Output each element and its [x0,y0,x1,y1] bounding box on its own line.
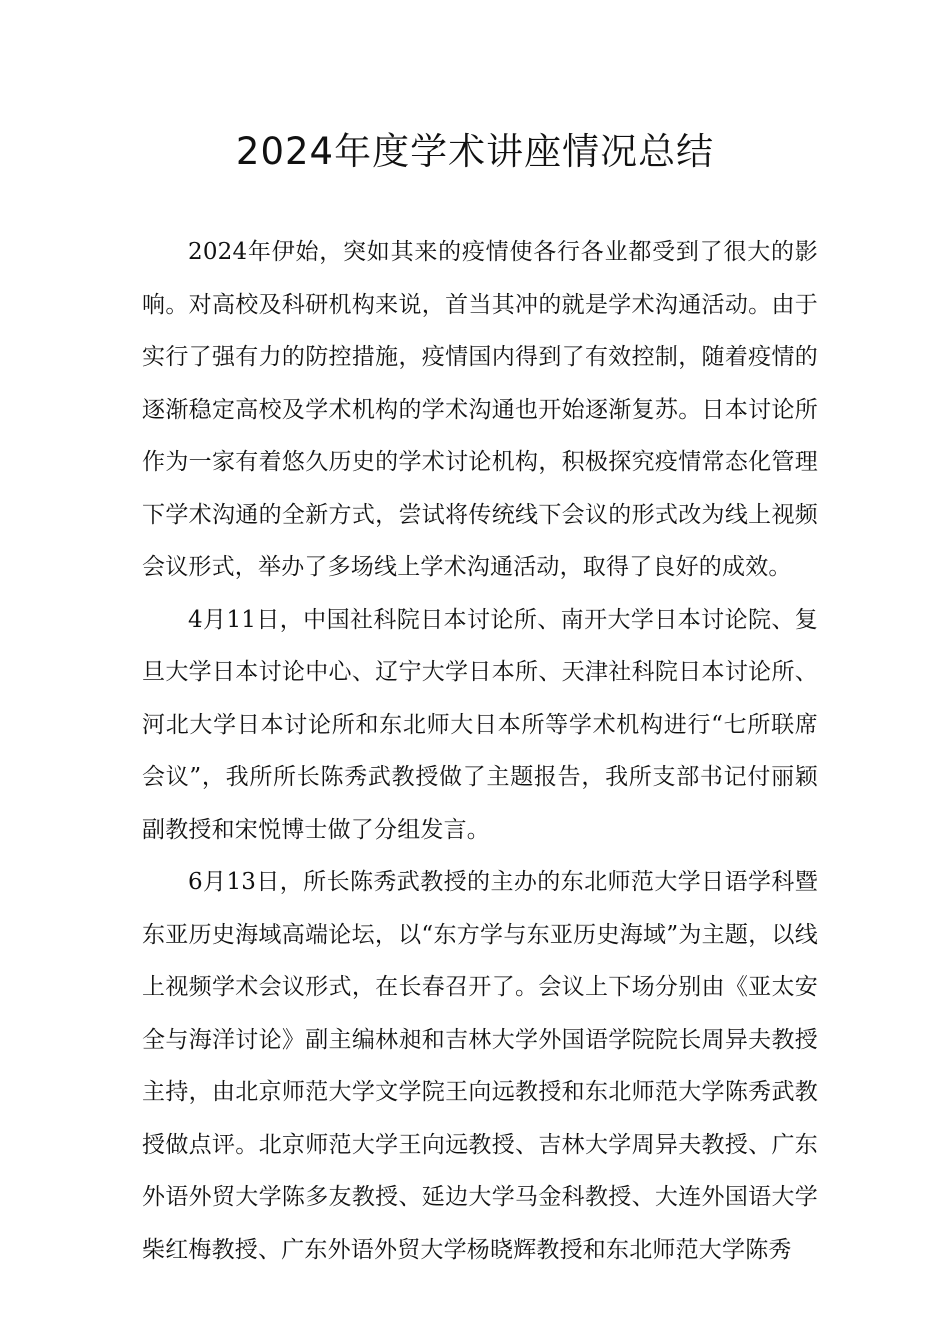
document-title: 2024年度学术讲座情况总结 [235,130,715,173]
paragraph-june-13: 6月13日，所长陈秀武教授的主办的东北师范大学日语学科暨东亚历史海域高端论坛，以“东方学与东亚历史海域”为主题，以线上视频学术会议形式，在长春召开了。会议上下场分别由《亚太安全与海洋讨论》副主编林昶和吉林大学外国语学院院长周异夫教授主持，由北京师范大学文学院王向远教授和东北师范大学陈秀武教授做点评。北京师范大学王向远教授、吉林大学周异夫教授、广东外语外贸大学陈多友教授、延边大学马金科教授、大连外国语大学柴红梅教授、广东外语外贸大学杨晓辉教授和东北师范大学陈秀 [142,869,818,1263]
paragraph-april-11: 4月11日，中国社科院日本讨论所、南开大学日本讨论院、复旦大学日本讨论中心、辽宁大学日本所、天津社科院日本讨论所、河北大学日本讨论所和东北师大日本所等学术机构进行“七所联席会议”，我所所长陈秀武教授做了主题报告，我所支部书记付丽颖副教授和宋悦博士做了分组发言。 [142,606,818,843]
document-body [142,226,818,1276]
paragraph-intro: 2024年伊始，突如其来的疫情使各行各业都受到了很大的影响。对高校及科研机构来说，首当其冲的就是学术沟通活动。由于实行了强有力的防控措施，疫情国内得到了有效控制，随着疫情的逐渐稳定高校及学术机构的学术沟通也开始逐渐复苏。日本讨论所作为一家有着悠久历史的学术讨论机构，积极探究疫情常态化管理下学术沟通的全新方式，尝试将传统线下会议的形式改为线上视频会议形式，举办了多场线上学术沟通活动，取得了良好的成效。 [142,239,818,580]
